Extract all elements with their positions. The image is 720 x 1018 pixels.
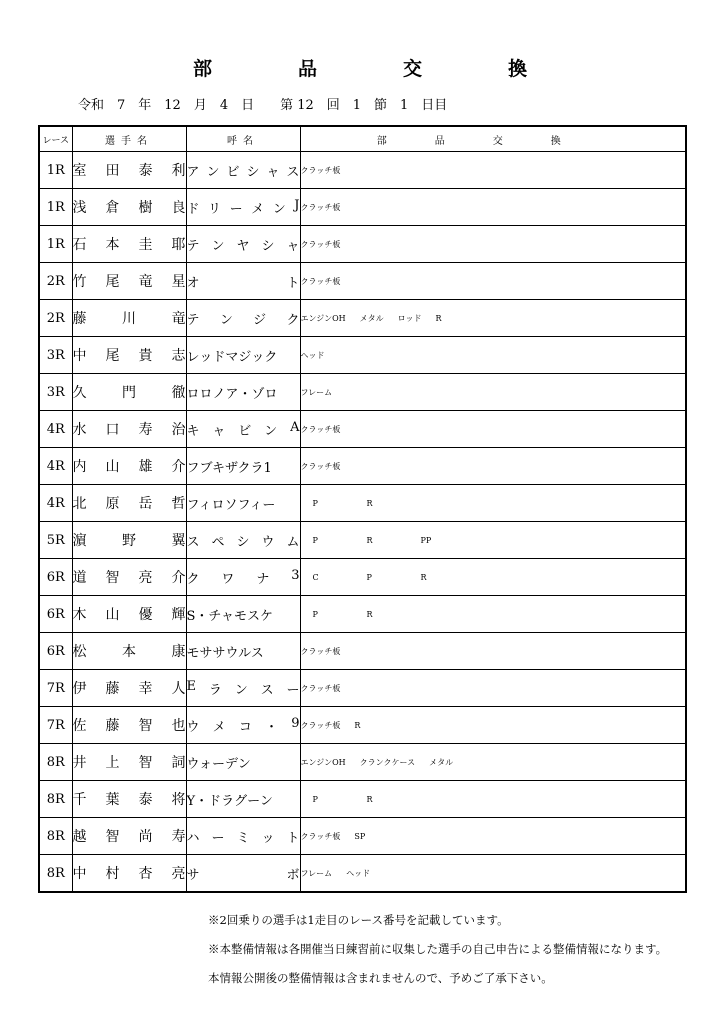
part-item: クラッチ板 — [300, 646, 341, 656]
title-char: 交 — [403, 58, 423, 80]
racer-name-char: 村 — [105, 866, 120, 882]
boat-name-char: フブキザクラ1 — [186, 460, 272, 476]
racer-name-char: 石 — [72, 237, 87, 253]
racer-name-char: 上 — [105, 755, 120, 771]
table-row — [39, 300, 686, 337]
racer-name-char: 川 — [122, 311, 136, 327]
racer-name-char: 翼 — [171, 533, 186, 549]
note-line-3: 本情報公開後の整備情報は含まれませんので、予めご了承下さい。 — [208, 971, 553, 985]
boat-name-char: キ — [186, 423, 200, 439]
parts-list — [300, 744, 686, 781]
parts-exchange-table — [38, 125, 687, 893]
boat-name — [186, 596, 300, 633]
part-item: P — [312, 794, 318, 804]
header-race: レース — [39, 126, 72, 152]
boat-name — [186, 744, 300, 781]
racer-name-char: 圭 — [138, 237, 153, 253]
part-item: P — [312, 535, 318, 545]
boat-name-char: ト — [286, 275, 300, 291]
racer-name-char: 也 — [171, 718, 186, 734]
parts-list — [300, 559, 686, 596]
boat-name-char: レッドマジック — [186, 349, 278, 365]
racer-name-char: 倉 — [105, 200, 120, 216]
part-item: C — [312, 572, 319, 582]
race-number: 1R — [39, 226, 72, 263]
racer-name-char: 葉 — [105, 792, 120, 808]
racer-name — [72, 596, 186, 633]
boat-name-char: ボ — [286, 867, 300, 883]
boat-name-char: ヤ — [236, 238, 250, 254]
part-item: クラッチ板 — [300, 720, 341, 730]
table-row — [39, 374, 686, 411]
table-row — [39, 337, 686, 374]
title-char: 品 — [297, 58, 317, 80]
parts-list — [300, 189, 686, 226]
part-item: R — [420, 572, 427, 582]
racer-name-char: 将 — [171, 792, 186, 808]
boat-name-char: ペ — [211, 534, 225, 550]
racer-name-char: 原 — [105, 496, 120, 512]
header-boat: 呼名 — [186, 126, 300, 152]
part-item: P — [312, 498, 318, 508]
part-item: ロッド — [397, 313, 422, 323]
parts-list — [300, 374, 686, 411]
racer-name-char: 智 — [105, 570, 120, 586]
table-row — [39, 189, 686, 226]
race-number: 3R — [39, 374, 72, 411]
racer-name-char: 泰 — [138, 163, 153, 179]
boat-name-char: ー — [286, 682, 300, 698]
boat-name-char: ャ — [212, 423, 226, 439]
race-number: 8R — [39, 818, 72, 855]
racer-name-char: 康 — [171, 644, 186, 660]
part-item: クランクケース — [359, 757, 416, 767]
parts-list — [300, 485, 686, 522]
part-item: エンジンOH — [300, 757, 346, 767]
parts-list — [300, 596, 686, 633]
racer-name-char: 尚 — [138, 829, 153, 845]
racer-name — [72, 448, 186, 485]
parts-list — [300, 633, 686, 670]
boat-name-char: フィロソフィー — [186, 497, 276, 513]
part-item: エンジンOH — [300, 313, 346, 323]
table-row — [39, 263, 686, 300]
boat-name — [186, 855, 300, 893]
racer-name — [72, 818, 186, 855]
boat-name-char: ナ — [256, 571, 270, 587]
part-item: クラッチ板 — [300, 276, 341, 286]
race-number: 6R — [39, 559, 72, 596]
racer-name-char: 久 — [72, 385, 87, 401]
racer-name-char: 松 — [72, 644, 87, 660]
racer-name-char: 門 — [122, 385, 136, 401]
table-row — [39, 559, 686, 596]
parts-list — [300, 263, 686, 300]
racer-name — [72, 374, 186, 411]
boat-name-char: A — [290, 419, 300, 435]
parts-list — [300, 337, 686, 374]
part-item: メタル — [359, 313, 384, 323]
part-item: クラッチ板 — [300, 202, 341, 212]
boat-name-char: ャ — [286, 238, 300, 254]
racer-name — [72, 633, 186, 670]
boat-name-char: コ — [238, 719, 252, 735]
boat-name-char: シ — [236, 534, 250, 550]
racer-name-char: 竹 — [72, 274, 87, 290]
boat-name-char: ン — [234, 682, 248, 698]
boat-name — [186, 818, 300, 855]
boat-name-char: ク — [186, 571, 200, 587]
boat-name-char: ミ — [236, 830, 250, 846]
note-line-2: ※本整備情報は各開催当日練習前に収集した選手の自己申告による整備情報になります。 — [208, 942, 668, 956]
racer-name — [72, 411, 186, 448]
parts-list — [300, 522, 686, 559]
parts-list — [300, 226, 686, 263]
race-number: 4R — [39, 411, 72, 448]
boat-name — [186, 300, 300, 337]
race-number: 1R — [39, 189, 72, 226]
parts-list — [300, 855, 686, 893]
parts-list — [300, 152, 686, 189]
racer-name-char: 竜 — [138, 274, 153, 290]
part-item: メタル — [429, 757, 454, 767]
race-number: 7R — [39, 670, 72, 707]
racer-name — [72, 522, 186, 559]
table-row — [39, 707, 686, 744]
racer-name-char: 貴 — [138, 348, 153, 364]
racer-name-char: 口 — [105, 422, 120, 438]
boat-name-char: モササウルス — [186, 645, 264, 661]
table-row — [39, 485, 686, 522]
boat-name-char: ー — [211, 830, 225, 846]
race-number: 2R — [39, 300, 72, 337]
boat-name-char: シ — [246, 164, 260, 180]
race-number: 7R — [39, 707, 72, 744]
title-char: 部 — [192, 58, 212, 80]
part-item: R — [354, 720, 361, 730]
parts-list — [300, 707, 686, 744]
boat-name-char: ア — [186, 164, 200, 180]
boat-name-char: ン — [206, 164, 220, 180]
parts-list — [300, 818, 686, 855]
racer-name-char: 中 — [72, 866, 87, 882]
racer-name-char: 内 — [72, 459, 87, 475]
racer-name-char: 人 — [171, 681, 186, 697]
racer-name-char: 雄 — [138, 459, 153, 475]
boat-name-char: ハ — [186, 830, 200, 846]
table-body — [39, 152, 686, 893]
table-row — [39, 781, 686, 818]
boat-name-char: ー — [229, 201, 243, 217]
racer-name-char: 志 — [171, 348, 186, 364]
boat-name — [186, 670, 300, 707]
racer-name-char: 尾 — [105, 348, 120, 364]
boat-name — [186, 522, 300, 559]
table-row — [39, 633, 686, 670]
racer-name-char: 寿 — [171, 829, 186, 845]
boat-name-char: ッ — [261, 830, 275, 846]
racer-name — [72, 152, 186, 189]
boat-name-char: ン — [272, 201, 286, 217]
racer-name-char: 井 — [72, 755, 87, 771]
note-line-1: ※2回乗りの選手は1走目のレース番号を記載しています。 — [208, 913, 509, 927]
boat-name-char: ク — [286, 312, 300, 328]
racer-name-char: 佐 — [72, 718, 87, 734]
racer-name-char: 亮 — [138, 570, 153, 586]
racer-name — [72, 485, 186, 522]
boat-name-char: ャ — [266, 164, 280, 180]
race-number: 4R — [39, 448, 72, 485]
racer-name-char: 利 — [171, 163, 186, 179]
racer-name-char: 田 — [105, 163, 120, 179]
part-item: ヘッド — [300, 350, 325, 360]
part-item: R — [366, 609, 373, 619]
racer-name-char: 千 — [72, 792, 87, 808]
racer-name — [72, 707, 186, 744]
racer-name-char: 北 — [72, 496, 87, 512]
racer-name-char: 幸 — [138, 681, 153, 697]
part-item: R — [366, 794, 373, 804]
racer-name-char: 野 — [122, 533, 136, 549]
race-number: 5R — [39, 522, 72, 559]
boat-name — [186, 633, 300, 670]
table-row — [39, 855, 686, 893]
racer-name — [72, 855, 186, 893]
boat-name — [186, 485, 300, 522]
racer-name — [72, 781, 186, 818]
header-parts: 部品交換 — [300, 126, 686, 152]
racer-name-char: 本 — [122, 644, 136, 660]
racer-name — [72, 300, 186, 337]
boat-name-char: ワ — [221, 571, 235, 587]
boat-name-char: ラ — [208, 682, 222, 698]
racer-name-char: 越 — [72, 829, 87, 845]
racer-name — [72, 670, 186, 707]
boat-name-char: ン — [219, 312, 233, 328]
boat-name-char: E — [186, 678, 196, 694]
racer-name-char: 治 — [171, 422, 186, 438]
racer-name — [72, 337, 186, 374]
boat-name-char: ビ — [238, 423, 252, 439]
table-header-row — [39, 126, 686, 152]
race-number: 3R — [39, 337, 72, 374]
table-row — [39, 226, 686, 263]
boat-name — [186, 152, 300, 189]
racer-name-char: 輝 — [171, 607, 186, 623]
racer-name-char: 介 — [171, 459, 186, 475]
racer-name-char: 詞 — [171, 755, 186, 771]
racer-name — [72, 189, 186, 226]
race-number: 4R — [39, 485, 72, 522]
part-item: クラッチ板 — [300, 239, 341, 249]
racer-name-char: 伊 — [72, 681, 87, 697]
race-number: 6R — [39, 633, 72, 670]
racer-name-char: 本 — [105, 237, 120, 253]
boat-name-char: オ — [186, 275, 200, 291]
table-row — [39, 596, 686, 633]
racer-name-char: 道 — [72, 570, 87, 586]
boat-name-char: メ — [251, 201, 265, 217]
page-title — [0, 54, 720, 81]
racer-name-char: 寿 — [138, 422, 153, 438]
table-row — [39, 152, 686, 189]
racer-name — [72, 263, 186, 300]
boat-name-char: Y・ドラグーン — [186, 793, 273, 809]
title-char: 換 — [508, 58, 528, 80]
boat-name-char: ン — [211, 238, 225, 254]
boat-name-char: ス — [286, 164, 300, 180]
boat-name — [186, 559, 300, 596]
parts-list — [300, 411, 686, 448]
part-item: クラッチ板 — [300, 831, 341, 841]
boat-name-char: ム — [286, 534, 300, 550]
boat-name-char: テ — [186, 312, 200, 328]
racer-name — [72, 744, 186, 781]
parts-list — [300, 448, 686, 485]
parts-list — [300, 670, 686, 707]
racer-name-char: 木 — [72, 607, 87, 623]
boat-name-char: ン — [264, 423, 278, 439]
boat-name — [186, 374, 300, 411]
table-row — [39, 448, 686, 485]
racer-name — [72, 226, 186, 263]
parts-list — [300, 300, 686, 337]
boat-name — [186, 189, 300, 226]
boat-name-char: ビ — [226, 164, 240, 180]
racer-name-char: 星 — [171, 274, 186, 290]
boat-name-char: ジ — [253, 312, 267, 328]
race-number: 8R — [39, 781, 72, 818]
racer-name-char: 水 — [72, 422, 87, 438]
part-item: R — [366, 535, 373, 545]
racer-name-char: 良 — [171, 200, 186, 216]
racer-name-char: 藤 — [72, 311, 87, 327]
boat-name-char: リ — [208, 201, 222, 217]
part-item: P — [312, 609, 318, 619]
date-line: 令和 7 年 12 月 4 日 第 12 回 1 節 1 日目 — [78, 98, 448, 113]
part-item: クラッチ板 — [300, 461, 341, 471]
boat-name-char: ド — [186, 201, 200, 217]
racer-name-char: 徹 — [171, 385, 186, 401]
racer-name-char: 杏 — [138, 866, 153, 882]
part-item: クラッチ板 — [300, 683, 341, 693]
header-racer: 選手名 — [72, 126, 186, 152]
table-row — [39, 411, 686, 448]
boat-name-char: ス — [186, 534, 200, 550]
boat-name — [186, 448, 300, 485]
part-item: R — [366, 498, 373, 508]
race-number: 2R — [39, 263, 72, 300]
part-item: P — [366, 572, 372, 582]
table-row — [39, 522, 686, 559]
racer-name-char: 藤 — [105, 681, 120, 697]
part-item: クラッチ板 — [300, 165, 341, 175]
racer-name-char: 介 — [171, 570, 186, 586]
racer-name-char: 藤 — [105, 718, 120, 734]
boat-name-char: ウォーデン — [186, 756, 251, 772]
racer-name-char: 智 — [138, 755, 153, 771]
boat-name-char: S・チャモスケ — [186, 608, 274, 624]
racer-name-char: 智 — [138, 718, 153, 734]
table-row — [39, 744, 686, 781]
boat-name-char: J — [294, 197, 300, 213]
race-number: 1R — [39, 152, 72, 189]
racer-name-char: 浅 — [72, 200, 87, 216]
racer-name-char: 尾 — [105, 274, 120, 290]
part-item: ヘッド — [346, 868, 371, 878]
racer-name-char: 優 — [138, 607, 153, 623]
racer-name-char: 亮 — [171, 866, 186, 882]
race-number: 8R — [39, 744, 72, 781]
racer-name-char: 耶 — [171, 237, 186, 253]
part-item: PP — [420, 535, 432, 545]
boat-name — [186, 781, 300, 818]
boat-name-char: テ — [186, 238, 200, 254]
racer-name-char: 山 — [105, 459, 120, 475]
boat-name-char: シ — [261, 238, 275, 254]
part-item: R — [435, 313, 442, 323]
boat-name-char: ト — [286, 830, 300, 846]
boat-name-char: 3 — [291, 567, 300, 583]
boat-name-char: メ — [212, 719, 226, 735]
boat-name-char: ウ — [186, 719, 200, 735]
table-row — [39, 818, 686, 855]
racer-name-char: 山 — [105, 607, 120, 623]
racer-name-char: 室 — [72, 163, 87, 179]
parts-list — [300, 781, 686, 818]
race-number: 8R — [39, 855, 72, 893]
boat-name-char: ウ — [261, 534, 275, 550]
racer-name-char: 中 — [72, 348, 87, 364]
boat-name — [186, 337, 300, 374]
part-item: フレーム — [300, 868, 333, 878]
boat-name — [186, 411, 300, 448]
boat-name-char: ・ — [265, 719, 279, 735]
table-row — [39, 670, 686, 707]
racer-name-char: 濵 — [72, 533, 87, 549]
racer-name-char: 智 — [105, 829, 120, 845]
racer-name-char: 竜 — [171, 311, 186, 327]
boat-name — [186, 226, 300, 263]
racer-name-char: 樹 — [138, 200, 153, 216]
part-item: SP — [354, 831, 366, 841]
boat-name-char: ス — [260, 682, 274, 698]
racer-name-char: 哲 — [171, 496, 186, 512]
part-item: クラッチ板 — [300, 424, 341, 434]
boat-name — [186, 263, 300, 300]
part-item: フレーム — [300, 387, 333, 397]
racer-name — [72, 559, 186, 596]
race-number: 6R — [39, 596, 72, 633]
boat-name-char: サ — [186, 867, 200, 883]
boat-name — [186, 707, 300, 744]
racer-name-char: 泰 — [138, 792, 153, 808]
racer-name-char: 岳 — [138, 496, 153, 512]
boat-name-char: 9 — [291, 715, 300, 731]
boat-name-char: ロロノア・ゾロ — [186, 386, 278, 402]
